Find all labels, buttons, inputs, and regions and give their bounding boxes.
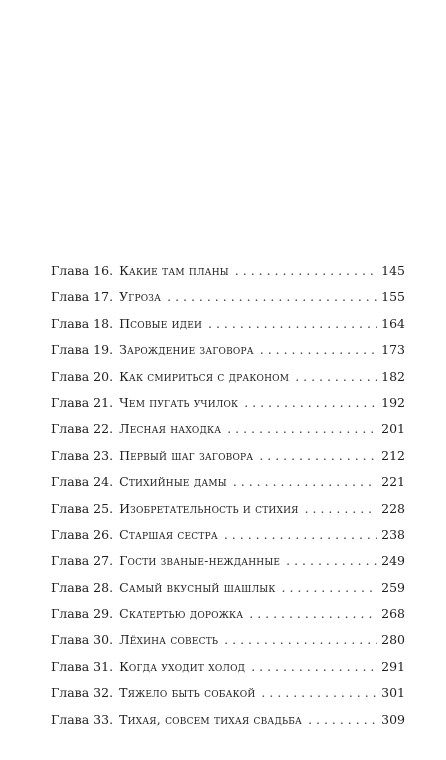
page-number: 291	[381, 658, 405, 674]
chapter-title: Какие там планы	[119, 263, 229, 278]
chapter-label: Глава	[51, 685, 90, 701]
chapter-title: Первый шаг заговора	[119, 447, 254, 463]
page-number: 192	[381, 394, 405, 410]
table-of-contents	[51, 258, 405, 733]
dot-leader	[295, 364, 377, 390]
chapter-label: Глава	[51, 315, 90, 331]
page-number: 182	[381, 368, 405, 384]
chapter-label: Глава	[51, 500, 90, 516]
page-number: 164	[381, 315, 405, 331]
dot-leader	[233, 469, 377, 495]
toc-entry	[51, 390, 405, 416]
chapter-title: Изобретательность и стихия	[119, 500, 299, 516]
chapter-number: 33.	[93, 711, 114, 727]
page-number: 221	[381, 474, 405, 490]
page-number: 301	[381, 685, 405, 701]
chapter-label: Глава	[51, 368, 90, 384]
page-number: 201	[381, 421, 405, 437]
chapter-title: Самый вкусный шашлык	[119, 579, 276, 595]
dot-leader	[305, 496, 378, 522]
page-number: 212	[381, 447, 405, 463]
toc-entry	[51, 601, 405, 627]
page-number: 238	[381, 526, 405, 542]
chapter-number: 29.	[93, 606, 114, 622]
dot-leader	[235, 258, 377, 284]
chapter-label: Глава	[51, 289, 90, 305]
chapter-number: 17.	[93, 289, 114, 305]
dot-leader	[260, 337, 377, 363]
page-number: 309	[381, 711, 405, 727]
dot-leader	[167, 284, 377, 310]
page-number: 145	[381, 263, 405, 278]
toc-entry	[51, 416, 405, 442]
toc-entry	[51, 575, 405, 601]
toc-entry	[51, 469, 405, 495]
chapter-label: Глава	[51, 553, 90, 569]
page-number: 249	[381, 553, 405, 569]
toc-entry	[51, 627, 405, 653]
toc-entry	[51, 443, 405, 469]
chapter-title: Угроза	[119, 289, 162, 305]
chapter-label: Глава	[51, 447, 90, 463]
dot-leader	[224, 522, 377, 548]
chapter-title: Когда уходит холод	[119, 658, 246, 674]
chapter-title: Чем пугать училок	[119, 394, 239, 410]
toc-entry	[51, 258, 405, 284]
chapter-label: Глава	[51, 263, 90, 278]
chapter-title: Скатертью дорожка	[119, 606, 244, 622]
dot-leader	[286, 548, 377, 574]
chapter-number: 16.	[93, 263, 114, 278]
chapter-number: 26.	[93, 526, 114, 542]
chapter-label: Глава	[51, 632, 90, 648]
chapter-title: Зарождение заговора	[119, 342, 254, 358]
chapter-title: Стихийные дамы	[119, 474, 227, 490]
chapter-label: Глава	[51, 579, 90, 595]
chapter-number: 30.	[93, 632, 114, 648]
toc-entry	[51, 284, 405, 310]
chapter-label: Глава	[51, 658, 90, 674]
dot-leader	[208, 311, 377, 337]
toc-entry	[51, 311, 405, 337]
toc-entry	[51, 654, 405, 680]
dot-leader	[282, 575, 378, 601]
chapter-number: 18.	[93, 315, 114, 331]
chapter-label: Глава	[51, 526, 90, 542]
chapter-label: Глава	[51, 421, 90, 437]
toc-entry	[51, 364, 405, 390]
page-number: 280	[381, 632, 405, 648]
chapter-number: 28.	[93, 579, 114, 595]
chapter-title: Тихая, совсем тихая свадьба	[119, 711, 303, 727]
chapter-label: Глава	[51, 711, 90, 727]
toc-entry	[51, 337, 405, 363]
chapter-title: Старшая сестра	[119, 526, 218, 542]
page-number: 259	[381, 579, 405, 595]
dot-leader	[249, 601, 377, 627]
chapter-number: 23.	[93, 447, 114, 463]
toc-entry	[51, 707, 405, 733]
chapter-number: 31.	[93, 658, 114, 674]
chapter-label: Глава	[51, 474, 90, 490]
chapter-number: 32.	[93, 685, 114, 701]
chapter-title: Гости званые-нежданные	[119, 553, 281, 569]
chapter-number: 27.	[93, 553, 114, 569]
chapter-title: Тяжело быть собакой	[119, 685, 256, 701]
toc-entry	[51, 496, 405, 522]
chapter-title: Псовые идеи	[119, 315, 203, 331]
page-number: 268	[381, 606, 405, 622]
page-number: 173	[381, 342, 405, 358]
chapter-title: Как смириться с драконом	[119, 368, 290, 384]
chapter-number: 24.	[93, 474, 114, 490]
page-number: 228	[381, 500, 405, 516]
dot-leader	[308, 707, 377, 733]
chapter-number: 22.	[93, 421, 114, 437]
chapter-label: Глава	[51, 394, 90, 410]
chapter-number: 19.	[93, 342, 114, 358]
dot-leader	[227, 416, 377, 442]
chapter-label: Глава	[51, 342, 90, 358]
toc-entry	[51, 548, 405, 574]
dot-leader	[259, 443, 377, 469]
toc-entry	[51, 680, 405, 706]
chapter-label: Глава	[51, 606, 90, 622]
dot-leader	[224, 627, 377, 653]
dot-leader	[251, 654, 377, 680]
chapter-number: 21.	[93, 394, 114, 410]
toc-entry	[51, 522, 405, 548]
page-number: 155	[381, 289, 405, 305]
chapter-number: 25.	[93, 500, 114, 516]
dot-leader	[261, 680, 377, 706]
chapter-number: 20.	[93, 368, 114, 384]
dot-leader	[244, 390, 377, 416]
chapter-title: Лесная находка	[119, 421, 222, 437]
chapter-title: Лёхина совесть	[119, 632, 219, 648]
